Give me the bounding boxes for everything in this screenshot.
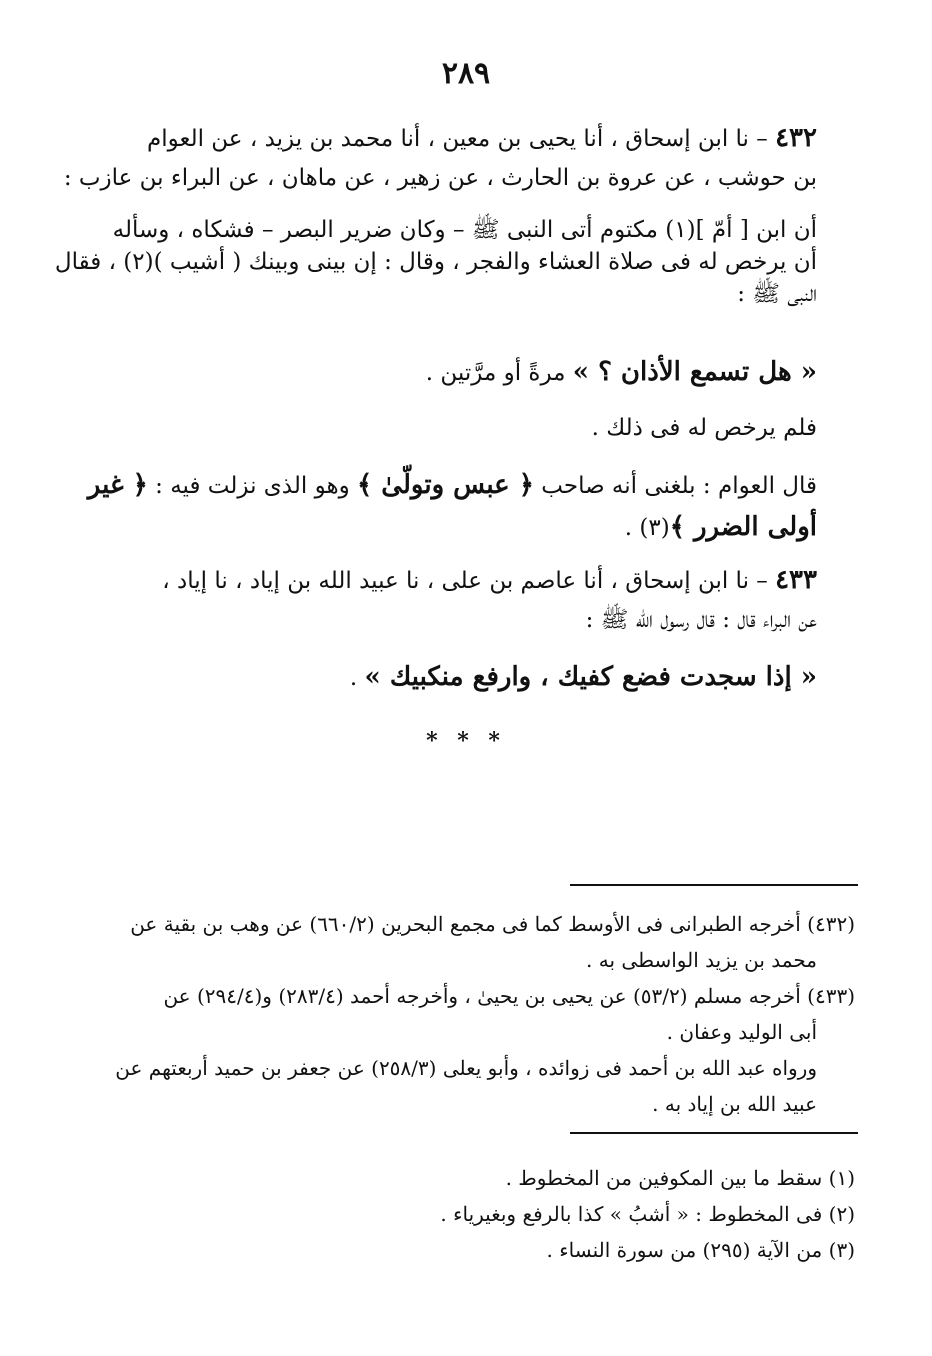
quran-citation: أولى الضرر ﴾	[669, 512, 817, 542]
hadith-433-quote: « إذا سجدت فضع كفيك ، وارفع منكبيك » .	[349, 662, 817, 692]
hadith-number: ٤٣٢	[775, 123, 817, 153]
footnote-line: أبى الوليد وعفان .	[666, 1020, 817, 1044]
footnote-rule	[570, 1132, 858, 1134]
footnote-line: (٣) من الآية (٢٩٥) من سورة النساء .	[546, 1238, 855, 1262]
footnote-line: (٤٣٣) أخرجه مسلم (٥٣/٢) عن يحيى بن يحيىٰ ، وأخرجه أحمد (٢٨٣/٤) و(٢٩٤/٤) عن	[163, 984, 855, 1008]
footnote-line: (١) سقط ما بين المكوفين من المخطوط .	[505, 1166, 855, 1190]
hadith-432-awwam: قال العوام : بلغنى أنه صاحب ﴿ عبس وتولّىٰ ﴾ وهو الذى نزلت فيه : ﴿ غير أولى الضرر ﴾(٣) .	[87, 470, 817, 542]
footnote-line: (٤٣٢) أخرجه الطبرانى فى الأوسط كما فى مجمع البحرين (٦٦٠/٢) عن وهب بن بقية عن	[130, 912, 855, 936]
prophetic-quote: « هل تسمع الأذان ؟ »	[572, 357, 817, 387]
hadith-433-isnad: ٤٣٣ – نا ابن إسحاق ، أنا عاصم بن على ، نا عبيد الله بن إياد ، نا إياد ، عن البراء قال : قال رسول الله ﷺ :	[162, 565, 817, 633]
hadith-432-quote: « هل تسمع الأذان ؟ » مرةً أو مرَّتين .	[425, 357, 817, 387]
hadith-432-isnad: ٤٣٢ – نا ابن إسحاق ، أنا يحيى بن معين ، أنا محمد بن يزيد ، عن العوام بن حوشب ، عن عروة بن الحارث ، عن زهير ، عن ماهان ، عن البراء بن عازب :	[63, 123, 817, 191]
prophetic-quote: « إذا سجدت فضع كفيك ، وارفع منكبيك »	[364, 662, 817, 692]
hadith-432-result: فلم يرخص له فى ذلك .	[591, 415, 817, 441]
footnote-line: عبيد الله بن إياد به .	[652, 1092, 817, 1116]
quran-citation: ﴿ عبس وتولّىٰ ﴾	[357, 470, 534, 500]
hadith-number: ٤٣٣	[775, 565, 817, 595]
textual-notes	[105, 1160, 855, 1268]
footnote-rule	[570, 884, 858, 886]
footnote-line: ورواه عبد الله بن أحمد فى زوائده ، وأبو يعلى (٢٥٨/٣) عن جعفر بن حميد أربعتهم عن	[115, 1056, 817, 1080]
hadith-432-body: أن ابن [ أمّ ](١) مكتوم أتى النبى ﷺ – وكان ضرير البصر – فشكاه ، وسأله أن يرخص له فى صلاة العشاء والفجر ، وقال : إن بينى وبينك ( أشيب )(٢) ، فقال النبى ﷺ :	[54, 217, 817, 307]
section-separator: * * *	[426, 728, 506, 754]
takhrij-footnotes	[105, 906, 855, 1122]
page-number: ٢٨٩	[441, 56, 491, 91]
footnote-line: محمد بن يزيد الواسطى به .	[586, 948, 817, 972]
footnote-line: (٢) فى المخطوط : « أشبُ » كذا بالرفع وبغيرياء .	[440, 1202, 855, 1226]
